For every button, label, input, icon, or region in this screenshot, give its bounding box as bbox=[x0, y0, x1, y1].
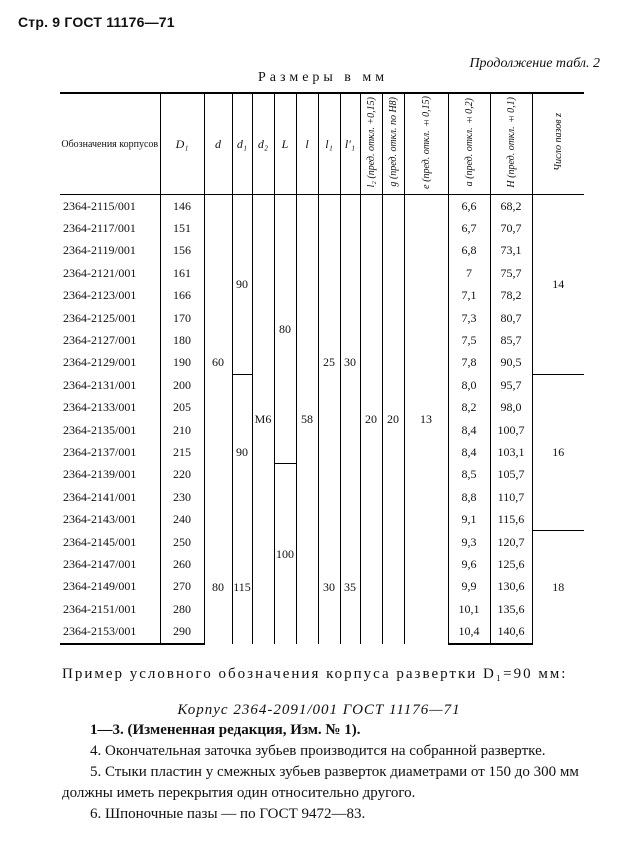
notes-block bbox=[62, 720, 586, 825]
cell-a: 9,6 bbox=[448, 553, 490, 575]
example-intro: Пример условного обозначения корпуса развертки D₁=90 мм: bbox=[62, 666, 568, 682]
cell-a: 8,4 bbox=[448, 441, 490, 463]
cell-H: 120,7 bbox=[490, 531, 532, 553]
note-1-3: 1—3. (Измененная редакция, Изм. № 1). bbox=[90, 722, 361, 738]
cell-D1: 205 bbox=[160, 397, 204, 419]
cell-a: 8,8 bbox=[448, 486, 490, 508]
cell-H: 125,6 bbox=[490, 553, 532, 575]
cell-D1: 151 bbox=[160, 217, 204, 239]
cell-d1: 90 bbox=[232, 195, 252, 375]
cell-l2: 20 bbox=[360, 195, 382, 644]
col-header-e-text: e (пред. откл. ±0,15) bbox=[420, 95, 432, 189]
cell-D1: 210 bbox=[160, 419, 204, 441]
col-header-a-text: a (пред. откл. ±0,2) bbox=[463, 97, 475, 187]
col-header-H-text: H (пред. откл. ±0,1) bbox=[505, 96, 517, 188]
note-5: 5. Стыки пластин у смежных зубьев разверток диаметрами от 150 до 300 мм должны иметь перекрытия один относительно другого. bbox=[62, 764, 579, 801]
units-caption: Размеры в мм bbox=[258, 70, 389, 85]
col-header-l2-text: l₂ (пред. откл. +0,15) bbox=[365, 96, 377, 188]
cell-H: 80,7 bbox=[490, 307, 532, 329]
cell-a: 10,4 bbox=[448, 620, 490, 643]
cell-D1: 166 bbox=[160, 285, 204, 307]
cell-z: 16 bbox=[532, 374, 584, 531]
cell-H: 103,1 bbox=[490, 441, 532, 463]
col-header-z-text: Число пазов z bbox=[552, 113, 564, 171]
cell-code: 2364-2143/001 bbox=[63, 512, 137, 527]
cell-a: 6,8 bbox=[448, 240, 490, 262]
cell-d1: 115 bbox=[232, 531, 252, 644]
cell-H: 130,6 bbox=[490, 576, 532, 598]
cell-H: 75,7 bbox=[490, 262, 532, 284]
note-4: 4. Окончательная заточка зубьев производится на собранной развертке. bbox=[90, 743, 546, 759]
cell-l1: 30 bbox=[318, 531, 340, 644]
cell-H: 85,7 bbox=[490, 329, 532, 351]
cell-code: 2364-2139/001 bbox=[63, 467, 137, 482]
cell-code: 2364-2115/001 bbox=[63, 198, 136, 213]
cell-H: 98,0 bbox=[490, 397, 532, 419]
col-header-d2: d₂ bbox=[252, 93, 274, 195]
cell-code: 2364-2137/001 bbox=[63, 444, 137, 459]
cell-d2: M6 bbox=[252, 195, 274, 644]
cell-code: 2364-2151/001 bbox=[63, 601, 137, 616]
cell-D1: 161 bbox=[160, 262, 204, 284]
cell-L: 100 bbox=[274, 464, 296, 644]
table-continuation-label: Продолжение табл. 2 bbox=[469, 56, 600, 71]
cell-L: 80 bbox=[274, 195, 296, 464]
cell-H: 135,6 bbox=[490, 598, 532, 620]
cell-g: 20 bbox=[382, 195, 404, 644]
cell-code: 2364-2145/001 bbox=[63, 534, 137, 549]
cell-z: 18 bbox=[532, 531, 584, 644]
col-header-code: Обозначения корпусов bbox=[60, 93, 160, 195]
cell-H: 110,7 bbox=[490, 486, 532, 508]
cell-a: 6,6 bbox=[448, 195, 490, 218]
cell-D1: 260 bbox=[160, 553, 204, 575]
cell-code: 2364-2123/001 bbox=[63, 288, 137, 303]
cell-a: 7,1 bbox=[448, 285, 490, 307]
cell-H: 105,7 bbox=[490, 464, 532, 486]
cell-D1: 280 bbox=[160, 598, 204, 620]
cell-D1: 250 bbox=[160, 531, 204, 553]
cell-H: 95,7 bbox=[490, 374, 532, 396]
cell-code: 2364-2153/001 bbox=[60, 620, 160, 643]
cell-a: 10,1 bbox=[448, 598, 490, 620]
cell-H: 78,2 bbox=[490, 285, 532, 307]
col-header-z bbox=[532, 93, 584, 195]
note-6: 6. Шпоночные пазы — по ГОСТ 9472—83. bbox=[90, 806, 366, 822]
col-header-l1: l₁ bbox=[318, 93, 340, 195]
cell-H: 140,6 bbox=[490, 620, 532, 643]
cell-a: 6,7 bbox=[448, 217, 490, 239]
col-header-l2 bbox=[360, 93, 382, 195]
cell-d: 80 bbox=[204, 531, 232, 644]
cell-H: 73,1 bbox=[490, 240, 532, 262]
cell-D1: 270 bbox=[160, 576, 204, 598]
col-header-d1: d₁ bbox=[232, 93, 252, 195]
cell-a: 7,5 bbox=[448, 329, 490, 351]
cell-code: 2364-2131/001 bbox=[63, 377, 137, 392]
cell-code: 2364-2121/001 bbox=[63, 265, 137, 280]
col-header-l: l bbox=[296, 93, 318, 195]
cell-D1: 215 bbox=[160, 441, 204, 463]
cell-a: 7,3 bbox=[448, 307, 490, 329]
cell-a: 8,0 bbox=[448, 374, 490, 396]
cell-l1p: 30 bbox=[340, 195, 360, 531]
cell-a: 9,1 bbox=[448, 508, 490, 530]
cell-D1: 230 bbox=[160, 486, 204, 508]
col-header-D1: D₁ bbox=[160, 93, 204, 195]
dimensions-table bbox=[60, 92, 584, 645]
page-header: Стр. 9 ГОСТ 11176—71 bbox=[18, 14, 175, 30]
cell-d: 60 bbox=[204, 195, 232, 531]
cell-code: 2364-2135/001 bbox=[63, 422, 137, 437]
cell-D1: 170 bbox=[160, 307, 204, 329]
col-header-l1-prime: l′₁ bbox=[340, 93, 360, 195]
example-designation: Корпус 2364-2091/001 ГОСТ 11176—71 bbox=[177, 702, 461, 718]
cell-D1: 240 bbox=[160, 508, 204, 530]
cell-code: 2364-2119/001 bbox=[63, 243, 136, 258]
col-header-g bbox=[382, 93, 404, 195]
cell-a: 9,3 bbox=[448, 531, 490, 553]
cell-D1: 290 bbox=[160, 620, 204, 643]
cell-H: 70,7 bbox=[490, 217, 532, 239]
col-header-a bbox=[448, 93, 490, 195]
cell-code: 2364-2117/001 bbox=[63, 221, 136, 236]
cell-a: 9,9 bbox=[448, 576, 490, 598]
cell-code: 2364-2127/001 bbox=[63, 333, 137, 348]
cell-code: 2364-2149/001 bbox=[63, 579, 137, 594]
cell-D1: 180 bbox=[160, 329, 204, 351]
col-header-g-text: g (пред. откл. по H8) bbox=[387, 97, 399, 187]
table-row bbox=[60, 195, 584, 218]
cell-z: 14 bbox=[532, 195, 584, 375]
cell-a: 7,8 bbox=[448, 352, 490, 374]
cell-D1: 200 bbox=[160, 374, 204, 396]
cell-code: 2364-2129/001 bbox=[63, 355, 137, 370]
cell-a: 8,4 bbox=[448, 419, 490, 441]
cell-a: 8,2 bbox=[448, 397, 490, 419]
cell-e: 13 bbox=[404, 195, 448, 644]
cell-d1: 90 bbox=[232, 374, 252, 531]
cell-D1: 220 bbox=[160, 464, 204, 486]
cell-H: 100,7 bbox=[490, 419, 532, 441]
col-header-H bbox=[490, 93, 532, 195]
table-row bbox=[60, 531, 584, 553]
cell-H: 115,6 bbox=[490, 508, 532, 530]
cell-code: 2364-2141/001 bbox=[63, 489, 137, 504]
cell-code: 2364-2147/001 bbox=[63, 556, 137, 571]
cell-l1: 25 bbox=[318, 195, 340, 531]
cell-l1p: 35 bbox=[340, 531, 360, 644]
table-header-row bbox=[60, 93, 584, 195]
cell-H: 68,2 bbox=[490, 195, 532, 218]
cell-code: 2364-2133/001 bbox=[63, 400, 137, 415]
col-header-e bbox=[404, 93, 448, 195]
col-header-L: L bbox=[274, 93, 296, 195]
col-header-d: d bbox=[204, 93, 232, 195]
cell-D1: 146 bbox=[160, 195, 204, 218]
cell-code: 2364-2125/001 bbox=[63, 310, 137, 325]
cell-D1: 190 bbox=[160, 352, 204, 374]
cell-H: 90,5 bbox=[490, 352, 532, 374]
cell-l: 58 bbox=[296, 195, 318, 644]
cell-a: 8,5 bbox=[448, 464, 490, 486]
cell-D1: 156 bbox=[160, 240, 204, 262]
cell-a: 7 bbox=[448, 262, 490, 284]
